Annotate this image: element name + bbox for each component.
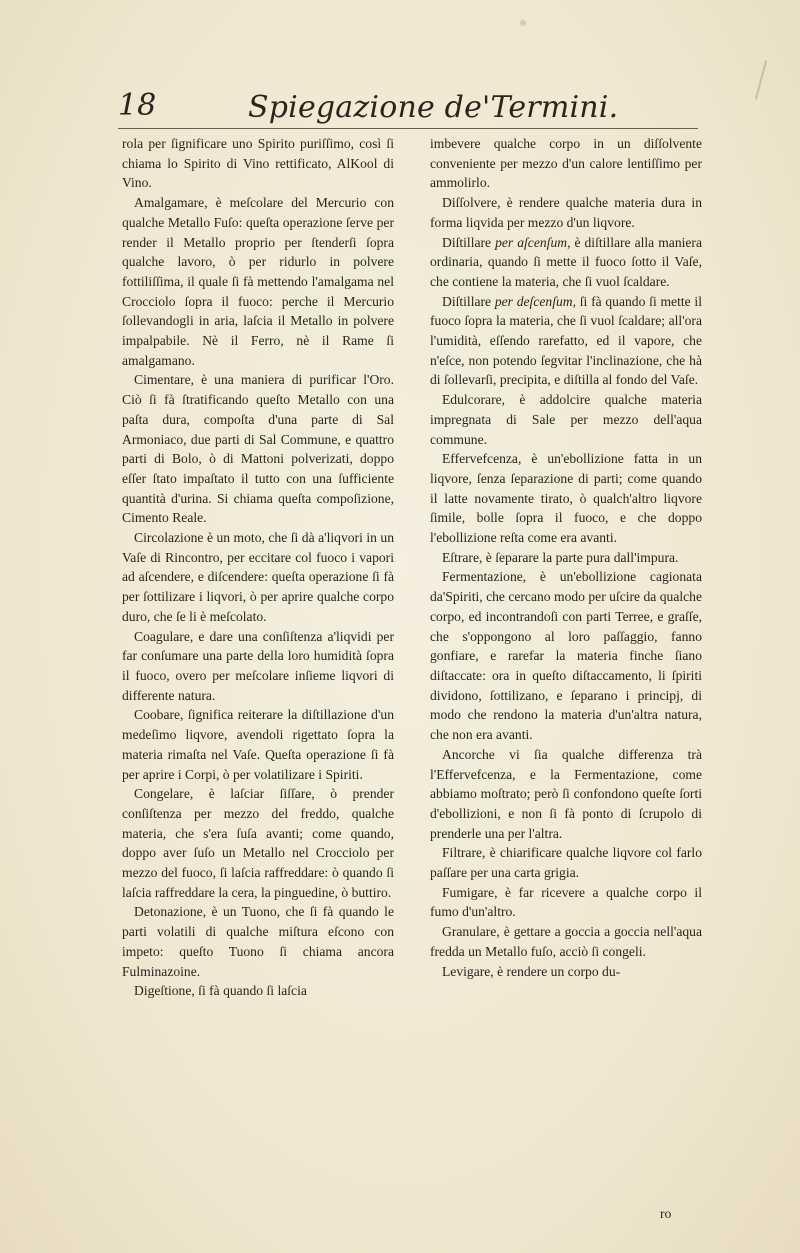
page-header bbox=[118, 88, 698, 129]
paragraph: Detonazione, è un Tuono, che ſi fà quando le parti volatili di qualche miſtura eſcono con impeto: queſto Tuono ſi chiama ancora Fulminazoine. bbox=[122, 904, 394, 979]
paragraph: Fumigare, è far ricevere a qualche corpo il fumo d'un'altro. bbox=[430, 884, 702, 920]
paragraph: Edulcorare, è addolcire qualche materia impregnata di Sale per mezzo dell'aqua commune. bbox=[430, 392, 702, 447]
paragraph: Effervefcenza, è un'ebollizione fatta in un liqvore, ſenza ſeparazione di parti; come quando il latte novamente tirato, ò qualch'altro liqvore ſimile, bolle ſopra il fuoco, e che doppo l'ebollizione reſta come era avanti. bbox=[430, 451, 702, 546]
paragraph: Diſtillare per aſcenſum, è diſtillare alla maniera ordinaria, quando ſi mette il fuoco ſotto il Vaſe, che contiene la materia, che ſi vuol ſcaldare. bbox=[430, 234, 702, 289]
paragraph: rola per ſignificare uno Spirito puriſſimo, così ſi chiama lo Spirito di Vino rettificato, AlKool di Vino. bbox=[122, 136, 394, 191]
running-title: Spiegazione de'Termini. bbox=[248, 90, 619, 125]
paragraph: Circolazione è un moto, che ſi dà a'liqvori in un Vaſe di Rincontro, per eccitare col fuoco i vapori ad aſcendere, e diſcendere: queſta operazione ſi fà per ſottilizare i liqvori, ò per aprire qualche corpo duro, che ſe li è meſcolato. bbox=[122, 530, 394, 624]
left-column bbox=[122, 134, 394, 1001]
paragraph: Coagulare, e dare una conſiſtenza a'liqvidi per far conſumare una parte della loro humidità ſopra il fuoco, overo per meſcolare inſieme liqvori di differente natura. bbox=[122, 628, 394, 703]
paragraph: Filtrare, è chiarificare qualche liqvore col farlo paſſare per una carta grigia. bbox=[430, 845, 702, 881]
paragraph: Amalgamare, è meſcolare del Mercurio con qualche Metallo Fuſo: queſta operazione ſerve per render il Metallo proprio per ſtenderſi ſopra qualche lavoro, ò per ridurlo in polvere fottiliſſima, il quale ſi fà mettendo l'amalgama nel Crocciolo ſopra il fuoco: perche il Mercurio ſollevandogli in aria, laſcia il Metallo in polvere impalpabile. Nè il Ferro, nè il Rame ſi amalgamano. bbox=[122, 195, 394, 368]
catchword: ro bbox=[660, 1206, 672, 1221]
paragraph: Congelare, è laſciar ſiſſare, ò prender conſiſtenza per mezzo del freddo, qualche materia, che s'era ſuſa avanti; come quando, doppo aver ſuſo un Metallo nel Crocciolo per mezzo del fuoco, ſi laſcia raffreddare: ò quando ſi laſcia raffreddare la cera, la pinguedine, ò buttiro. bbox=[122, 786, 394, 900]
text-columns bbox=[122, 134, 702, 1001]
paragraph: Levigare, è rendere un corpo du- bbox=[442, 963, 621, 979]
paragraph: Diſſolvere, è rendere qualche materia dura in forma liqvida per mezzo d'un liqvore. bbox=[430, 195, 702, 230]
page-number: 18 bbox=[118, 88, 157, 123]
paragraph: imbevere qualche corpo in un diſſolvente conveniente per mezzo d'un calore lentiſſimo per ammolirlo. bbox=[430, 136, 702, 191]
paragraph: Cimentare, è una maniera di purificar l'Oro. Ciò ſi fà ſtratificando queſto Metallo con una paſta dura, compoſta d'una parte di Sal Armoniaco, due parti di Sal Commune, e quattro parti di Bolo, ò di Mattoni polverizati, doppo eſſer ſtato impaſtato il tutto con una ſufficiente quantità d'urina. Si chiama queſta compoſizione, Cimento Reale. bbox=[122, 372, 394, 526]
paragraph: Granulare, è gettare a goccia a goccia nell'aqua fredda un Metallo fuſo, acciò ſi congeli. bbox=[430, 924, 702, 959]
paper-mark bbox=[755, 60, 767, 99]
paper-spot bbox=[520, 20, 526, 26]
paragraph: Eſtrare, è ſeparare la parte pura dall'impura. bbox=[442, 549, 679, 565]
paragraph: Ancorche vi ſia qualche differenza trà l'Effervefcenza, e la Fermentazione, come abbiamo moſtrato; però ſi confondono queſte ſorti d'ebollizioni, e non ſi fà ponto di ſcrupolo di prenderle una per l'altra. bbox=[430, 746, 702, 841]
paragraph: Digeſtione, ſi fà quando ſi laſcia bbox=[134, 983, 307, 999]
paragraph: Coobare, ſignifica reiterare la diſtillazione d'un medeſimo liqvore, avendoli rigettato ſopra la materia rimaſta nel Vaſe. Queſta operazione ſi fà per aprire i Corpi, ò per volatilizare i Spiriti. bbox=[122, 707, 394, 782]
paragraph: Diſtillare per deſcenſum, ſi fà quando ſi mette il fuoco ſopra la materia, che ſi vuol ſcaldare; all'ora l'umidità, eſſendo rarefatto, ed il vapore, che n'eſce, non potendo ſegvitar l'inclinazione, che hà di ſollevarſi, precipita, e diſtilla al fondo del Vaſe. bbox=[430, 293, 702, 388]
paragraph: Fermentazione, è un'ebollizione cagionata da'Spiriti, che cercano modo per uſcire da qualche corpo, ed incontrandoſi con parti Terree, e graſſe, che s'oppongono al loro paſſaggio, fanno gonfiare, e rarefar la materia finche ſiano diſtaccate: ora in queſto diſtaccamento, li ſpiriti dividono, ſottilizano, e ſeparano i principj, di modo che rendono la materia d'un'altra natura, che non era avanti. bbox=[430, 569, 702, 743]
right-column bbox=[430, 134, 702, 1001]
